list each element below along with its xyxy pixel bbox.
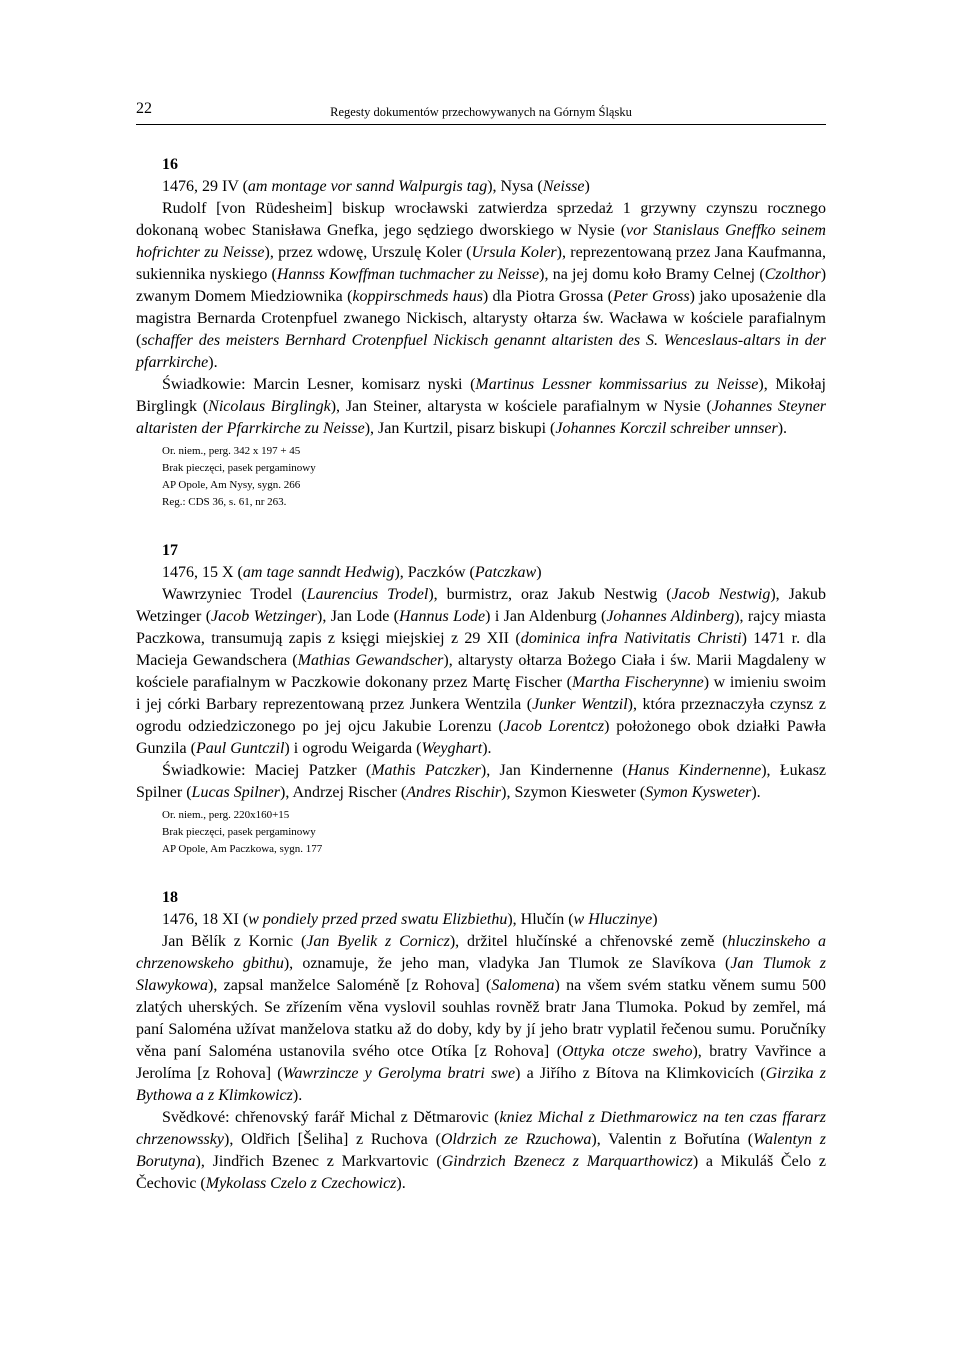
text-run: ), Jakub Wetzinger (: [136, 586, 826, 625]
text-run: ), Jindřich Bzenec z Markvartovic (: [195, 1153, 442, 1170]
text-run: ): [536, 564, 542, 581]
italic-run: Neisse: [542, 178, 585, 195]
text-run: ), Mikołaj Birglingk (: [136, 376, 826, 415]
entry-18: [136, 888, 826, 1195]
text-run: ) a Jiřího z Bítova na Klimkovicích (: [515, 1065, 766, 1082]
text-run: ), rajcy miasta Paczkowa, transumują zapis z księgi miejskiej z 29 XII (: [136, 608, 827, 647]
italic-run: Martinus Lessner kommissarius zu Neisse: [475, 376, 759, 393]
entry-summary: [136, 931, 826, 1107]
text-run: ) i ogrodu Weigarda (: [284, 740, 422, 757]
italic-run: schaffer des meisters Bernhard Crotenpfuel Nickisch genannt altaristen des S. Wenceslaus-altars in der pfarrkirche: [136, 332, 826, 371]
entry-summary: [136, 198, 826, 374]
text-run: Jan Bělík z Kornic (: [162, 933, 307, 950]
text-run: Svědkové: chřenovský farář Michal z Dětmarovic (: [162, 1109, 500, 1126]
italic-run: Mathias Gewandscher: [297, 652, 444, 669]
italic-run: Jacob Lorentcz: [503, 718, 605, 735]
italic-run: Weyghart: [421, 740, 483, 757]
archival-notes: [162, 807, 826, 858]
archival-note: Or. niem., perg. 220x160+15: [162, 809, 290, 821]
text-run: ): [584, 178, 590, 195]
italic-run: dominica infra Nativitatis Christi: [520, 630, 742, 647]
text-run: ) położonego obok działki Pawła Gunzila (: [136, 718, 827, 757]
text-run: ), oznamuje, že jeho man, vladyka Jan Tlumok ze Slavíkova (: [283, 955, 731, 972]
italic-run: Jan Tlumok z Slawykowa: [136, 955, 826, 994]
italic-run: Laurencius Trodel: [306, 586, 429, 603]
entry-witnesses: [136, 374, 826, 440]
italic-run: Jacob Nestwig: [671, 586, 771, 603]
italic-run: Mykolass Czelo z Czechowicz: [205, 1175, 397, 1192]
entry-16: [136, 155, 826, 511]
italic-run: Czolthor: [764, 266, 821, 283]
italic-run: Nicolaus Birglingk: [208, 398, 331, 415]
page-header: [136, 100, 826, 125]
text-run: ) jako uposażenie dla magistra Bernarda Crotenpfuel zwanego Nickisch, altarysty ołtarza św. Wacława w kościele parafialnym (: [136, 288, 827, 349]
italic-run: Ursula Koler: [471, 244, 557, 261]
italic-run: koppirschmeds haus: [352, 288, 483, 305]
text-run: Świadkowie: Maciej Patzker (: [162, 762, 372, 779]
text-run: ), Jan Kurtzil, pisarz biskupi (: [364, 420, 556, 437]
text-run: ) a Mikuláš Čelo z Čechovic (: [136, 1153, 826, 1192]
italic-run: Ottyka otcze sweho: [562, 1043, 693, 1060]
text-run: ), reprezentowaną przez Jana Kaufmanna, sukiennika nyskiego (: [136, 244, 826, 283]
entry-witnesses: [136, 760, 826, 804]
italic-run: Symon Kysweter: [645, 784, 752, 801]
text-run: ), Jan Steiner, altarysta w kościele parafialnym w Nysie (: [330, 398, 712, 415]
archival-note: Reg.: CDS 36, s. 61, nr 263.: [162, 496, 287, 508]
text-run: ): [652, 911, 658, 928]
text-run: ), altarysty ołtarza Bożego Ciała i św. Marii Magdaleny w kościele parafialnym w Paczkowie dokonany przez Martę Fischer (: [136, 652, 826, 691]
italic-run: Junker Wentzil: [532, 696, 628, 713]
italic-run: Lucas Spilner: [191, 784, 280, 801]
italic-run: Martha Fischerynne: [571, 674, 704, 691]
text-run: Rudolf [von Rüdesheim] biskup wrocławski zatwierdza sprzedaż 1 grzywny czynszu rocznego dokonaną wobec Stanisława Gnefka, jego sędziego dworskiego w Nysie (: [136, 200, 826, 239]
text-run: 1476, 29 IV (: [162, 178, 248, 195]
text-run: ), zapsal manželce Saloméně [z Rohova] (: [208, 977, 492, 994]
text-run: Wawrzyniec Trodel (: [162, 586, 307, 603]
italic-run: Mathis Patczker: [371, 762, 481, 779]
archival-notes: [162, 443, 826, 511]
italic-run: hluczinskeho a chrzenowskeho gbithu: [136, 933, 827, 972]
italic-run: kniez Michal z Diethmarowicz na ten czas ffararz chrzenowssky: [136, 1109, 826, 1148]
italic-run: Wawrzincze y Gerolyma bratri swe: [282, 1065, 516, 1082]
text-run: ), na jej domu koło Bramy Celnej (: [539, 266, 765, 283]
text-run: ), Hlučín (: [507, 911, 574, 928]
text-run: ), przez wdowę, Urszulę Koler (: [264, 244, 472, 261]
archival-note: Brak pieczęci, pasek pergaminowy: [162, 826, 316, 838]
text-run: ), bratry Vavřince a Jerolíma [z Rohova] (: [136, 1043, 826, 1082]
italic-run: Jacob Wetzinger: [211, 608, 318, 625]
italic-run: Paul Guntczil: [195, 740, 285, 757]
entry-summary: [136, 584, 826, 760]
italic-run: Hannss Kowffman tuchmacher zu Neisse: [276, 266, 540, 283]
entry-witnesses: [136, 1107, 826, 1195]
running-title: Regesty dokumentów przechowywanych na Górnym Śląsku: [330, 105, 632, 119]
entry-number: 16: [162, 156, 178, 173]
italic-run: Andres Rischir: [406, 784, 502, 801]
entry-dateline: [136, 909, 826, 931]
text-run: ), Jan Kindernenne (: [480, 762, 628, 779]
entry-dateline: [136, 562, 826, 584]
text-run: ), Andrzej Rischer (: [280, 784, 407, 801]
italic-run: am montage vor sannd Walpurgis tag: [247, 178, 488, 195]
text-run: ), Łukasz Spilner (: [136, 762, 827, 801]
archival-note: Or. niem., perg. 342 x 197 + 45: [162, 445, 301, 457]
italic-run: Patczkaw: [474, 564, 537, 581]
text-run: ), Jan Lode (: [317, 608, 399, 625]
italic-run: vor Stanislaus Gneffko seinem hofrichter zu Neisse: [136, 222, 826, 261]
text-run: ).: [751, 784, 761, 801]
text-run: ), burmistrz, oraz Jakub Nestwig (: [428, 586, 672, 603]
text-run: ).: [396, 1175, 406, 1192]
italic-run: am tage sanndt Hedwig: [242, 564, 395, 581]
text-run: ), która przeznaczyła czynsz z ogrodu odziedziczonego po jej ojcu Jakubie Lorenzu (: [136, 696, 827, 735]
archival-note: AP Opole, Am Nysy, sygn. 266: [162, 479, 301, 491]
italic-run: Hannus Lode: [399, 608, 486, 625]
archival-note: Brak pieczęci, pasek pergaminowy: [162, 462, 316, 474]
entry-dateline: [136, 176, 826, 198]
text-run: ).: [777, 420, 788, 437]
italic-run: Girzika z Bythowa a z Klimkowicz: [136, 1065, 826, 1104]
italic-run: Walentyn z Borutyna: [136, 1131, 827, 1170]
italic-run: Johannes Aldinberg: [606, 608, 735, 625]
entry-number: 18: [162, 889, 178, 906]
text-run: ), Szymon Kiesweter (: [501, 784, 646, 801]
italic-run: Jan Byelik z Cornicz: [306, 933, 450, 950]
italic-run: Hanus Kindernenne: [627, 762, 762, 779]
entry-17: [136, 541, 826, 858]
italic-run: Gindrzich Bzenecz z Marquarthowicz: [441, 1153, 693, 1170]
text-run: ) 1471 r. dla Macieja Gewandschera (: [136, 630, 826, 669]
italic-run: Oldrzich ze Rzuchowa: [440, 1131, 592, 1148]
text-run: ).: [208, 354, 218, 371]
text-run: ), držitel hlučínské a chřenovské země (: [449, 933, 728, 950]
text-run: ), Oldřich [Šeliha] z Ruchova (: [223, 1131, 441, 1148]
page-number: 22: [136, 100, 152, 117]
text-run: ) zwanym Domem Miedziownika (: [136, 266, 827, 305]
text-run: Świadkowie: Marcin Lesner, komisarz nyski (: [162, 376, 476, 393]
text-run: ).: [292, 1087, 303, 1104]
text-run: ) w imieniu swoim i jej córki Barbary reprezentowaną przez Junkera Wentzila (: [136, 674, 827, 713]
italic-run: w Hluczinye: [573, 911, 653, 928]
entry-number: 17: [162, 542, 178, 559]
italic-run: Johannes Korczil schreiber unnser: [555, 420, 778, 437]
italic-run: Johannes Steyner altaristen der Pfarrkirche zu Neisse: [136, 398, 827, 437]
text-run: ) i Jan Aldenburg (: [485, 608, 607, 625]
text-run: ) dla Piotra Grossa (: [482, 288, 613, 305]
italic-run: Salomena: [491, 977, 555, 994]
text-run: ), Nysa (: [487, 178, 543, 195]
text-run: 1476, 15 X (: [162, 564, 243, 581]
text-run: 1476, 18 XI (: [162, 911, 249, 928]
italic-run: Peter Gross: [613, 288, 690, 305]
archival-note: AP Opole, Am Paczkowa, sygn. 177: [162, 843, 323, 855]
text-run: ), Valentin z Bořutína (: [591, 1131, 754, 1148]
text-run: ) na všem svém statku věnem sumu 500 zlatých uherských. Se zřízením věna vyslovil souhlas rovněž bratr Jana Tlumoka. Pokud by zemřel, má paní Saloména užívat manželova statku až do doby, kdy by jí jeho bratr vyplatil řečenou sumu. Poručníky věna paní Saloména ustanovila svého otce Otíka [z Rohova] (: [136, 977, 827, 1060]
italic-run: w pondiely przed przed swatu Elizbiethu: [248, 911, 508, 928]
text-run: ).: [482, 740, 492, 757]
text-run: ), Paczków (: [394, 564, 475, 581]
document-page: [136, 100, 826, 1195]
